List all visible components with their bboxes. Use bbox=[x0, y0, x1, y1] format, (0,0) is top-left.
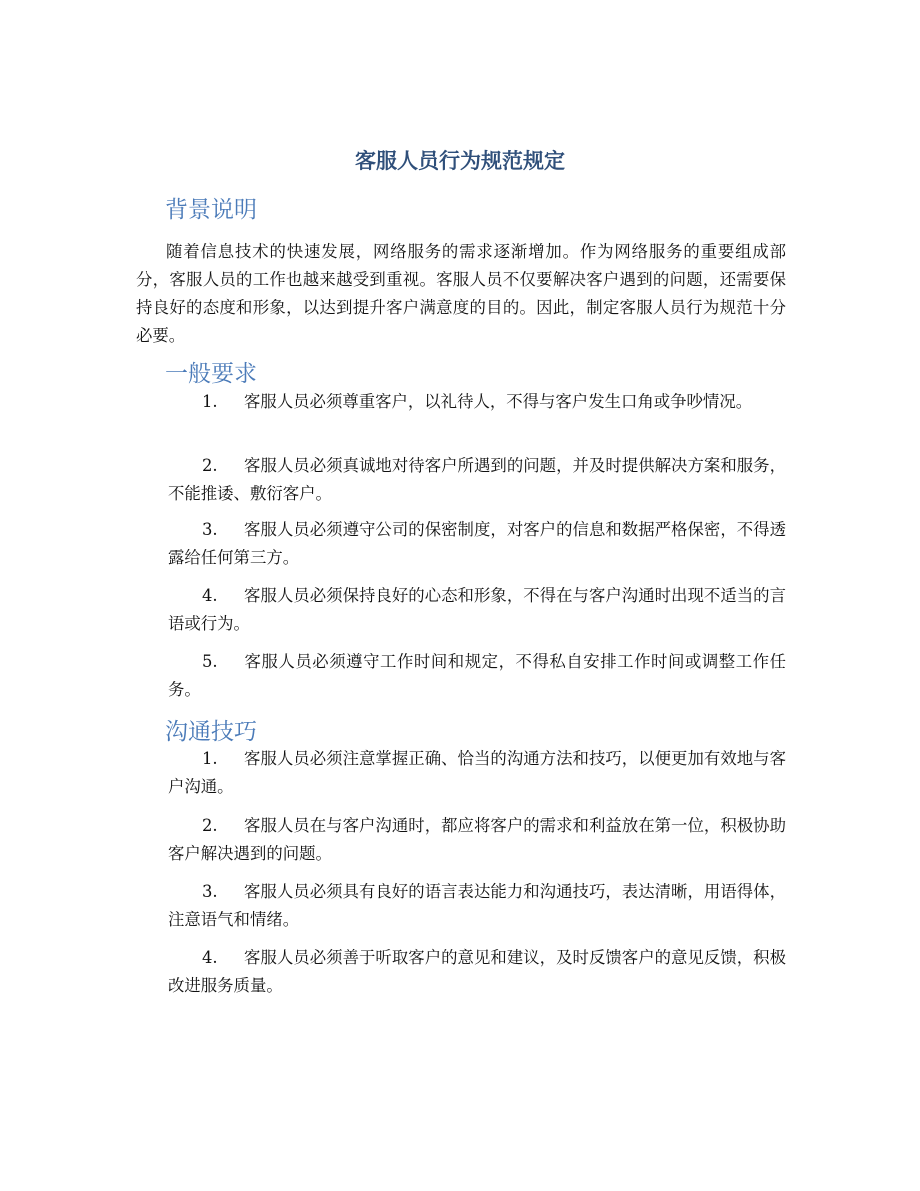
list-item-text: 客服人员必须遵守工作时间和规定，不得私自安排工作时间或调整工作任务。 bbox=[168, 652, 786, 699]
list-item-number: 1. bbox=[202, 392, 218, 411]
list-item bbox=[168, 452, 786, 508]
list-item-number: 3. bbox=[202, 882, 218, 901]
list-item-text: 客服人员必须善于听取客户的意见和建议，及时反馈客户的意见反馈，积极改进服务质量。 bbox=[168, 948, 786, 995]
section-heading-general-requirements: 一般要求 bbox=[165, 361, 257, 387]
background-paragraph: 随着信息技术的快速发展，网络服务的需求逐渐增加。作为网络服务的重要组成部分，客服人员的工作也越来越受到重视。客服人员不仅要解决客户遇到的问题，还需要保持良好的态度和形象，以达到提升客户满意度的目的。因此，制定客服人员行为规范十分必要。 bbox=[136, 242, 786, 345]
section-heading-communication-skills: 沟通技巧 bbox=[165, 719, 257, 745]
list-item-number: 4. bbox=[202, 586, 218, 605]
list-item-number: 2. bbox=[202, 816, 218, 835]
list-item bbox=[168, 878, 786, 934]
list-item-number: 3. bbox=[202, 520, 218, 539]
list-item bbox=[168, 648, 786, 704]
document-title: 客服人员行为规范规定 bbox=[355, 149, 565, 173]
list-item-text: 客服人员必须注意掌握正确、恰当的沟通方法和技巧，以便更加有效地与客户沟通。 bbox=[168, 749, 786, 796]
list-item-text: 客服人员必须尊重客户，以礼待人，不得与客户发生口角或争吵情况。 bbox=[244, 392, 753, 411]
list-item bbox=[168, 812, 786, 868]
list-item bbox=[168, 944, 786, 1000]
list-item-text: 客服人员必须遵守公司的保密制度，对客户的信息和数据严格保密，不得透露给任何第三方。 bbox=[168, 520, 786, 567]
list-item-number: 5. bbox=[202, 652, 218, 671]
list-item bbox=[168, 745, 786, 801]
list-item-text: 客服人员必须真诚地对待客户所遇到的问题，并及时提供解决方案和服务，不能推诿、敷衍客户。 bbox=[168, 456, 786, 503]
list-item bbox=[168, 582, 786, 638]
list-item bbox=[168, 516, 786, 572]
list-item-number: 4. bbox=[202, 948, 218, 967]
list-item-text: 客服人员必须具有良好的语言表达能力和沟通技巧，表达清晰，用语得体，注意语气和情绪。 bbox=[168, 882, 786, 929]
list-item-number: 2. bbox=[202, 456, 218, 475]
list-item-text: 客服人员必须保持良好的心态和形象，不得在与客户沟通时出现不适当的言语或行为。 bbox=[168, 586, 786, 633]
list-item-text: 客服人员在与客户沟通时，都应将客户的需求和利益放在第一位，积极协助客户解决遇到的问题。 bbox=[168, 816, 786, 863]
list-item-number: 1. bbox=[202, 749, 218, 768]
list-item bbox=[168, 388, 786, 416]
section-heading-background: 背景说明 bbox=[165, 197, 257, 223]
